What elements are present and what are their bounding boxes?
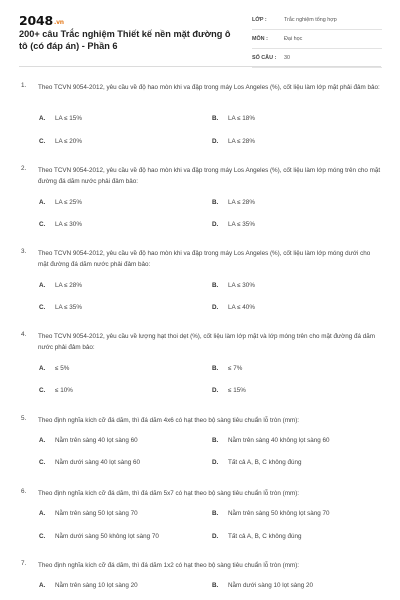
option-letter: B. [212, 437, 219, 444]
meta-row-class [252, 13, 382, 30]
option-c[interactable] [39, 533, 159, 540]
option-letter: A. [39, 365, 46, 372]
meta-value: Trắc nghiệm tổng hợp [284, 17, 337, 23]
option-text: Nằm dưới sàng 50 không lọt sàng 70 [55, 533, 159, 540]
option-letter: D. [212, 459, 219, 466]
option-c[interactable] [39, 304, 82, 311]
option-b[interactable] [212, 510, 330, 517]
option-text: LA ≤ 25% [55, 199, 82, 206]
question-number: 5. [21, 415, 27, 422]
option-letter: A. [39, 510, 46, 517]
option-letter: B. [212, 582, 219, 589]
option-text: Nằm trên sàng 10 lọt sàng 20 [55, 582, 138, 589]
option-letter: B. [212, 510, 219, 517]
option-letter: A. [39, 437, 46, 444]
option-b[interactable] [212, 365, 242, 372]
option-a[interactable] [39, 282, 82, 289]
option-letter: A. [39, 282, 46, 289]
option-text: ≤ 7% [228, 365, 243, 372]
logo-suffix: .vn [54, 19, 64, 26]
option-letter: C. [39, 304, 46, 311]
meta-label: MÔN : [252, 36, 268, 42]
option-letter: C. [39, 387, 46, 394]
option-letter: B. [212, 199, 219, 206]
meta-row-subject [252, 32, 382, 49]
option-b[interactable] [212, 582, 313, 589]
option-d[interactable] [212, 533, 302, 540]
option-text: ≤ 5% [55, 365, 70, 372]
question-number: 6. [21, 488, 27, 495]
option-b[interactable] [212, 199, 255, 206]
option-d[interactable] [212, 138, 255, 145]
option-b[interactable] [212, 282, 255, 289]
option-text: Nằm trên sàng 40 không lọt sàng 60 [228, 437, 330, 444]
question-number: 4. [21, 331, 27, 338]
question-text: Theo TCVN 9054-2012, yêu cầu về độ hao mòn khi va đập trong máy Los Angeles (%), cốt liệu làm lớp móng trên cho mặt đường đá dăm nước phải đảm bảo: [38, 167, 381, 185]
option-a[interactable] [39, 365, 69, 372]
option-b[interactable] [212, 437, 330, 444]
option-letter: D. [212, 304, 219, 311]
option-b[interactable] [212, 115, 255, 122]
question-text: Theo TCVN 9054-2012, yêu cầu về độ hao mòn khi va đập trong máy Los Angeles (%), cốt liệu làm lớp mặt phải đảm bảo: [38, 84, 380, 91]
option-letter: B. [212, 282, 219, 289]
option-text: LA ≤ 15% [55, 115, 82, 122]
question-text: Theo định nghĩa kích cỡ đá dăm, thì đá dăm 1x2 có hạt theo bộ sàng tiêu chuẩn lỗ tròn (mm): [38, 562, 300, 569]
option-letter: A. [39, 115, 46, 122]
option-letter: D. [212, 221, 219, 228]
option-text: LA ≤ 28% [55, 282, 82, 289]
option-text: Nằm trên sàng 40 lọt sàng 60 [55, 437, 138, 444]
meta-label: LỚP : [252, 17, 267, 23]
option-letter: C. [39, 459, 46, 466]
option-c[interactable] [39, 459, 140, 466]
question-text: Theo TCVN 9054-2012, yêu cầu về lượng hạt thoi dẹt (%), cốt liệu làm lớp mặt và lớp móng trên cho mặt đường đá dăm nước phải đảm bảo: [38, 333, 376, 351]
option-text: LA ≤ 28% [228, 138, 255, 145]
header-divider [19, 66, 381, 67]
option-text: LA ≤ 18% [228, 115, 255, 122]
option-text: LA ≤ 20% [55, 138, 82, 145]
option-letter: C. [39, 138, 46, 145]
option-letter: D. [212, 533, 219, 540]
option-text: LA ≤ 30% [55, 221, 82, 228]
meta-value: Đại học [284, 36, 303, 42]
option-a[interactable] [39, 582, 138, 589]
option-text: Nằm trên sàng 50 không lọt sàng 70 [228, 510, 330, 517]
option-d[interactable] [212, 221, 255, 228]
option-text: LA ≤ 30% [228, 282, 255, 289]
option-text: LA ≤ 35% [228, 221, 255, 228]
document-title: 200+ câu Trắc nghiệm Thiết kế nền mặt đường ô tô (có đáp án) - Phần 6 [19, 29, 231, 51]
option-c[interactable] [39, 138, 82, 145]
option-text: LA ≤ 40% [228, 304, 255, 311]
option-text: Tất cả A, B, C không đúng [228, 533, 302, 540]
option-text: ≤ 10% [55, 387, 73, 394]
option-text: ≤ 15% [228, 387, 246, 394]
option-letter: A. [39, 582, 46, 589]
logo-text: 2048 [19, 13, 53, 28]
option-letter: C. [39, 221, 46, 228]
option-text: Tất cả A, B, C không đúng [228, 459, 302, 466]
question-number: 1. [21, 82, 27, 89]
question-number: 3. [21, 248, 27, 255]
option-d[interactable] [212, 387, 246, 394]
option-a[interactable] [39, 437, 138, 444]
option-a[interactable] [39, 199, 82, 206]
option-a[interactable] [39, 510, 138, 517]
option-d[interactable] [212, 304, 255, 311]
option-letter: D. [212, 138, 219, 145]
meta-label: SỐ CÂU : [252, 55, 277, 61]
document-meta [252, 13, 382, 70]
option-letter: C. [39, 533, 46, 540]
option-c[interactable] [39, 221, 82, 228]
document-header [0, 0, 400, 70]
option-letter: B. [212, 365, 219, 372]
option-letter: D. [212, 387, 219, 394]
site-logo[interactable] [19, 13, 64, 28]
option-text: LA ≤ 28% [228, 199, 255, 206]
question-number: 7. [21, 560, 27, 567]
option-text: Nằm dưới sàng 40 lọt sàng 60 [55, 459, 141, 466]
option-text: LA ≤ 35% [55, 304, 82, 311]
question-text: Theo định nghĩa kích cỡ đá dăm, thì đá dăm 4x6 có hạt theo bộ sàng tiêu chuẩn lỗ tròn (mm): [38, 417, 300, 424]
question-text: Theo định nghĩa kích cỡ đá dăm, thì đá dăm 5x7 có hạt theo bộ sàng tiêu chuẩn lỗ tròn (mm): [38, 490, 300, 497]
option-a[interactable] [39, 115, 82, 122]
option-c[interactable] [39, 387, 73, 394]
meta-value: 30 [284, 55, 290, 61]
option-letter: A. [39, 199, 46, 206]
option-d[interactable] [212, 459, 302, 466]
question-number: 2. [21, 165, 27, 172]
question-text: Theo TCVN 9054-2012, yêu cầu về độ hao mòn khi va đập trong máy Los Angeles (%), cốt liệu làm lớp móng dưới cho mặt đường đá dăm nước phải đảm bảo: [38, 250, 371, 268]
option-letter: B. [212, 115, 219, 122]
option-text: Nằm dưới sàng 10 lọt sàng 20 [228, 582, 314, 589]
option-text: Nằm trên sàng 50 lọt sàng 70 [55, 510, 138, 517]
